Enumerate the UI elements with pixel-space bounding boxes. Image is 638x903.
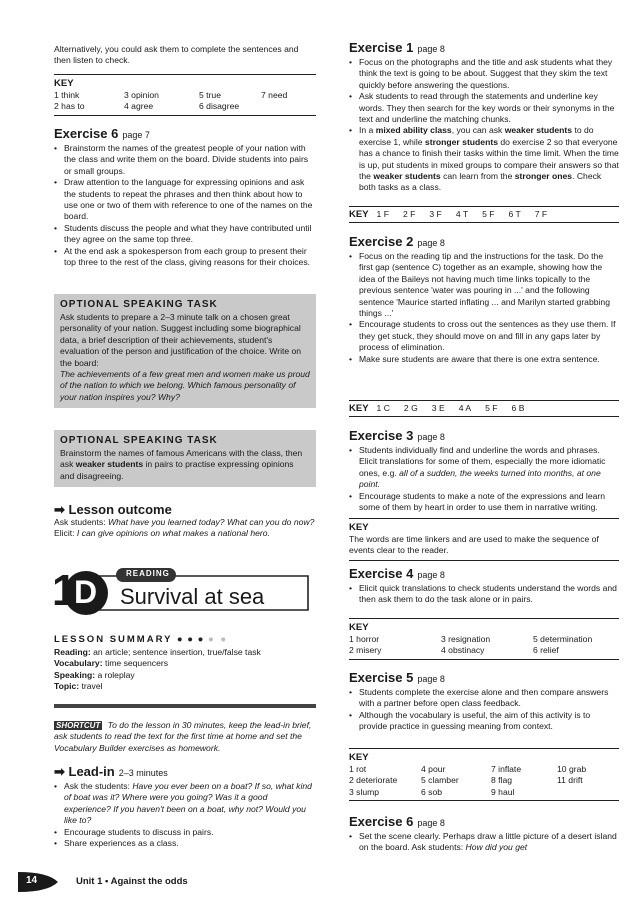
key-label: KEY xyxy=(349,522,369,533)
exercise-heading: Exercise 1 page 8 xyxy=(349,40,445,55)
key-answer: 3 E xyxy=(431,403,445,413)
key-cell: 1 rot xyxy=(349,764,367,774)
key-answer: 2 G xyxy=(403,403,418,413)
key-cell: 4 obstinacy xyxy=(441,645,485,656)
page-number: 14 xyxy=(26,875,38,886)
outcome-text: Ask students: What have you learned today? What can you do now? Elicit: I can give opinions on what makes a national hero. xyxy=(54,517,315,539)
optional-task-box-1 xyxy=(54,294,316,408)
list-item: • Students complete the exercise alone and then compare answers with a partner before open class feedback. xyxy=(349,687,619,710)
key-answer: 4 T xyxy=(455,209,469,219)
divider xyxy=(54,704,316,708)
key-cell xyxy=(261,101,304,112)
key-answer: 1 F xyxy=(376,209,389,219)
lesson-title: Survival at sea xyxy=(120,584,265,609)
key-cell: 3 opinion xyxy=(124,90,159,100)
list-item: • Students individually find and underline the words and phrases. Elicit translations for some of them, especially the more idiomatic ones, e.g. all of a sudden, the weeks turned into months, at one point. xyxy=(349,445,619,491)
list-item: • Focus on the photographs and the title and ask students what they think the text is going to be about. Suggest that they skim the text quickly before answering the questions. xyxy=(349,57,619,91)
key-cell: 2 has to xyxy=(54,101,85,112)
key-row-1 xyxy=(349,206,619,223)
key-cell: 6 disagree xyxy=(199,101,240,112)
key-cell: 7 need xyxy=(261,90,288,100)
task-title: OPTIONAL SPEAKING TASK xyxy=(60,435,218,446)
bullet-list xyxy=(54,143,316,268)
shortcut-note: SHORTCUT To do the lesson in 30 minutes, keep the lead-in brief, ask students to read the text for the first time at home and set the Vocabulary Builder exercises as homework. xyxy=(54,720,312,753)
list-item: • Make sure students are aware that there is one extra sentence. xyxy=(349,354,619,365)
exercise-heading: Exercise 6 page 8 xyxy=(349,814,445,829)
lesson-outcome xyxy=(54,502,316,540)
intro-text: Alternatively, you could ask them to complete the sentences and then listen to check. xyxy=(54,44,299,66)
lead-in xyxy=(54,764,316,849)
shortcut-badge: SHORTCUT xyxy=(56,721,101,730)
list-item: • At the end ask a spokesperson from each group to present their top three to the rest of the class, giving reasons for their choices. xyxy=(54,246,316,269)
lesson-letter: D xyxy=(74,574,98,610)
key-answer: 5 F xyxy=(485,403,498,413)
key-answer: 4 A xyxy=(458,403,472,413)
key-cell: 2 deteriorate xyxy=(349,775,398,786)
bullet-list xyxy=(349,445,619,513)
key-answer: 7 F xyxy=(534,209,548,219)
key-cell: 3 resignation xyxy=(441,634,491,644)
key-cell: 5 true xyxy=(199,90,221,100)
key-answer: 6 B xyxy=(511,403,525,413)
key-box-1 xyxy=(54,74,316,116)
table-row xyxy=(349,764,619,775)
key-cell: 5 clamber xyxy=(421,775,459,786)
key-box-5 xyxy=(349,748,619,801)
exercise-3-section xyxy=(349,428,619,513)
list-item: • Ask the students: Have you ever been on a boat? If so, what kind of boat was it? Where were you going? Was it a good experience? If you haven't been on a boat, why not? Would you like to? xyxy=(54,781,316,827)
key-label: KEY xyxy=(349,622,369,633)
list-item: • Elicit quick translations to check students understand the words and then ask them to do the task alone or in pairs. xyxy=(349,583,619,606)
banner-tag: READING xyxy=(126,569,170,578)
key-label: KEY xyxy=(349,403,369,414)
exercise-heading: Exercise 5 page 8 xyxy=(349,670,445,685)
key-cell: 1 think xyxy=(54,90,80,100)
exercise-1-section xyxy=(349,40,619,194)
table-row xyxy=(54,90,304,101)
list-item: • Share experiences as a class. xyxy=(54,838,316,849)
summary-line: Vocabulary: time sequencers xyxy=(54,658,169,669)
key-cell: 7 inflate xyxy=(491,764,522,774)
list-item: • Set the scene clearly. Perhaps draw a little picture of a desert island on the board. Ask students: How did you get xyxy=(349,831,619,854)
key-box-4 xyxy=(349,618,619,660)
list-item: • Encourage students to discuss in pairs. xyxy=(54,827,316,838)
unit-number: 1 xyxy=(52,566,77,615)
key-cell: 8 flag xyxy=(491,775,513,786)
bullet-list xyxy=(349,251,619,365)
key-cell: 4 agree xyxy=(124,101,154,112)
key-label: KEY xyxy=(349,752,369,763)
exercise-4-section xyxy=(349,566,619,606)
key-label: KEY xyxy=(349,209,369,220)
bullet-list xyxy=(349,57,619,194)
key-cell: 5 determination xyxy=(533,634,593,644)
list-item: • Although the vocabulary is useful, the aim of this activity is to provide practice in guessing meaning from context. xyxy=(349,710,619,733)
key-row-2 xyxy=(349,400,619,417)
exercise-6-section-right xyxy=(349,814,619,854)
key-cell xyxy=(557,787,619,798)
key-answer: 1 C xyxy=(376,403,390,413)
key-table xyxy=(349,634,619,657)
summary-line: Topic: travel xyxy=(54,681,103,692)
summary-line: Reading: an article; sentence insertion, true/false task xyxy=(54,647,261,657)
optional-task-box-2 xyxy=(54,430,316,487)
exercise-5-section xyxy=(349,670,619,733)
unit-title: Unit 1 • Against the odds xyxy=(76,876,188,887)
key-cell: 6 sob xyxy=(421,786,443,797)
key-table xyxy=(349,764,619,798)
key-box-3 xyxy=(349,518,619,561)
exercise-heading: Exercise 2 page 8 xyxy=(349,234,445,249)
table-row xyxy=(54,101,304,112)
list-item: • Draw attention to the language for expressing opinions and ask the students to repeat the phrases and then think about how to use one or two of them with reference to one of the names on the board. xyxy=(54,177,316,223)
list-item: • Focus on the reading tip and the instructions for the task. Do the first gap (sentence C) together as an example, showing how the idea of the Baileys not having much time links topically to the previous sentence 'water was pouring in ...' and the following sentence 'Maurice started inflating ... and Marilyn started grabbing things ...' xyxy=(349,251,619,319)
table-row xyxy=(349,775,619,786)
bullet-list xyxy=(349,687,619,733)
key-cell: 11 drift xyxy=(557,775,583,786)
exercise-heading: Exercise 4 page 8 xyxy=(349,566,445,581)
exercise-heading: Exercise 6 page 7 xyxy=(54,126,150,141)
key-label: KEY xyxy=(54,78,74,89)
key-cell: 1 horror xyxy=(349,634,380,644)
list-item: • Encourage students to cross out the sentences as they use them. If they get stuck, they should move on and fill in any gaps later by process of elimination. xyxy=(349,319,619,353)
key-answer: 2 F xyxy=(402,209,416,219)
task-text: Ask students to prepare a 2–3 minute talk on a chosen great personality of your nation. Suggest including some biographical data, a brief description of their achievements, student's evaluation of the person and justification of the choice. Write on the board: xyxy=(60,312,302,368)
key-answer: 6 T xyxy=(508,209,521,219)
table-row xyxy=(349,645,619,656)
list-item: • Students discuss the people and what they have contributed until they agree on the same top three. xyxy=(54,223,316,246)
key-cell: 9 haul xyxy=(491,786,515,797)
lead-in-heading: ➡ Lead-in 2–3 minutes xyxy=(54,764,168,779)
list-item: • Encourage students to make a note of the expressions and learn some of them by heart in order to use them in narrative writing. xyxy=(349,491,619,514)
table-row xyxy=(349,634,619,645)
page-footer xyxy=(18,870,218,894)
lesson-banner xyxy=(52,566,318,618)
key-cell: 6 relief xyxy=(533,645,559,656)
table-row xyxy=(349,787,619,798)
bullet-list xyxy=(54,781,316,849)
exercise-heading: Exercise 3 page 8 xyxy=(349,428,445,443)
task-title: OPTIONAL SPEAKING TASK xyxy=(60,299,218,310)
key-answer: 3 F xyxy=(429,209,442,219)
summary-heading: LESSON SUMMARY ● ● ● ● ● xyxy=(54,634,229,645)
summary-line: Speaking: a roleplay xyxy=(54,669,135,680)
bullet-list xyxy=(349,583,619,606)
exercise-2-section xyxy=(349,234,619,365)
lesson-summary xyxy=(54,634,316,693)
key-cell: 4 pour xyxy=(421,764,446,774)
list-item: • In a mixed ability class, you can ask weaker students to do exercise 1, while stronger students do exercise 2 so that everyone has a chance to finish their tasks within the time limit. When the time is up, put students in mixed groups to compare their answers so that the weaker students can learn from the stronger ones. Check both tasks as a class. xyxy=(349,125,619,193)
task-quote: The achievements of a few great men and women make us proud of the nation to which we belong. Which famous personality of your nation inspires you? Why? xyxy=(60,369,310,402)
outcome-heading: ➡ Lesson outcome xyxy=(54,502,172,517)
list-item: • Brainstorm the names of the greatest people of your nation with the class and write them on the board. Divide students into pairs or small groups. xyxy=(54,143,316,177)
key-cell: 3 slump xyxy=(349,786,380,797)
key-cell: 2 misery xyxy=(349,645,382,656)
bullet-list xyxy=(349,831,619,854)
task-text: Brainstorm the names of famous Americans with the class, then ask weaker students in pairs to practise expressing opinions and disagreeing. xyxy=(60,448,303,481)
key-text: The words are time linkers and are used to make the sequence of events clear to the reader. xyxy=(349,534,599,556)
list-item: • Ask students to read through the statements and underline key words. They then search for the key words or their synonyms in the text and underline the matching chunks. xyxy=(349,91,619,125)
key-cell: 10 grab xyxy=(557,764,587,774)
exercise-6-section xyxy=(54,126,316,268)
key-answer: 5 F xyxy=(482,209,495,219)
key-table xyxy=(54,90,304,113)
